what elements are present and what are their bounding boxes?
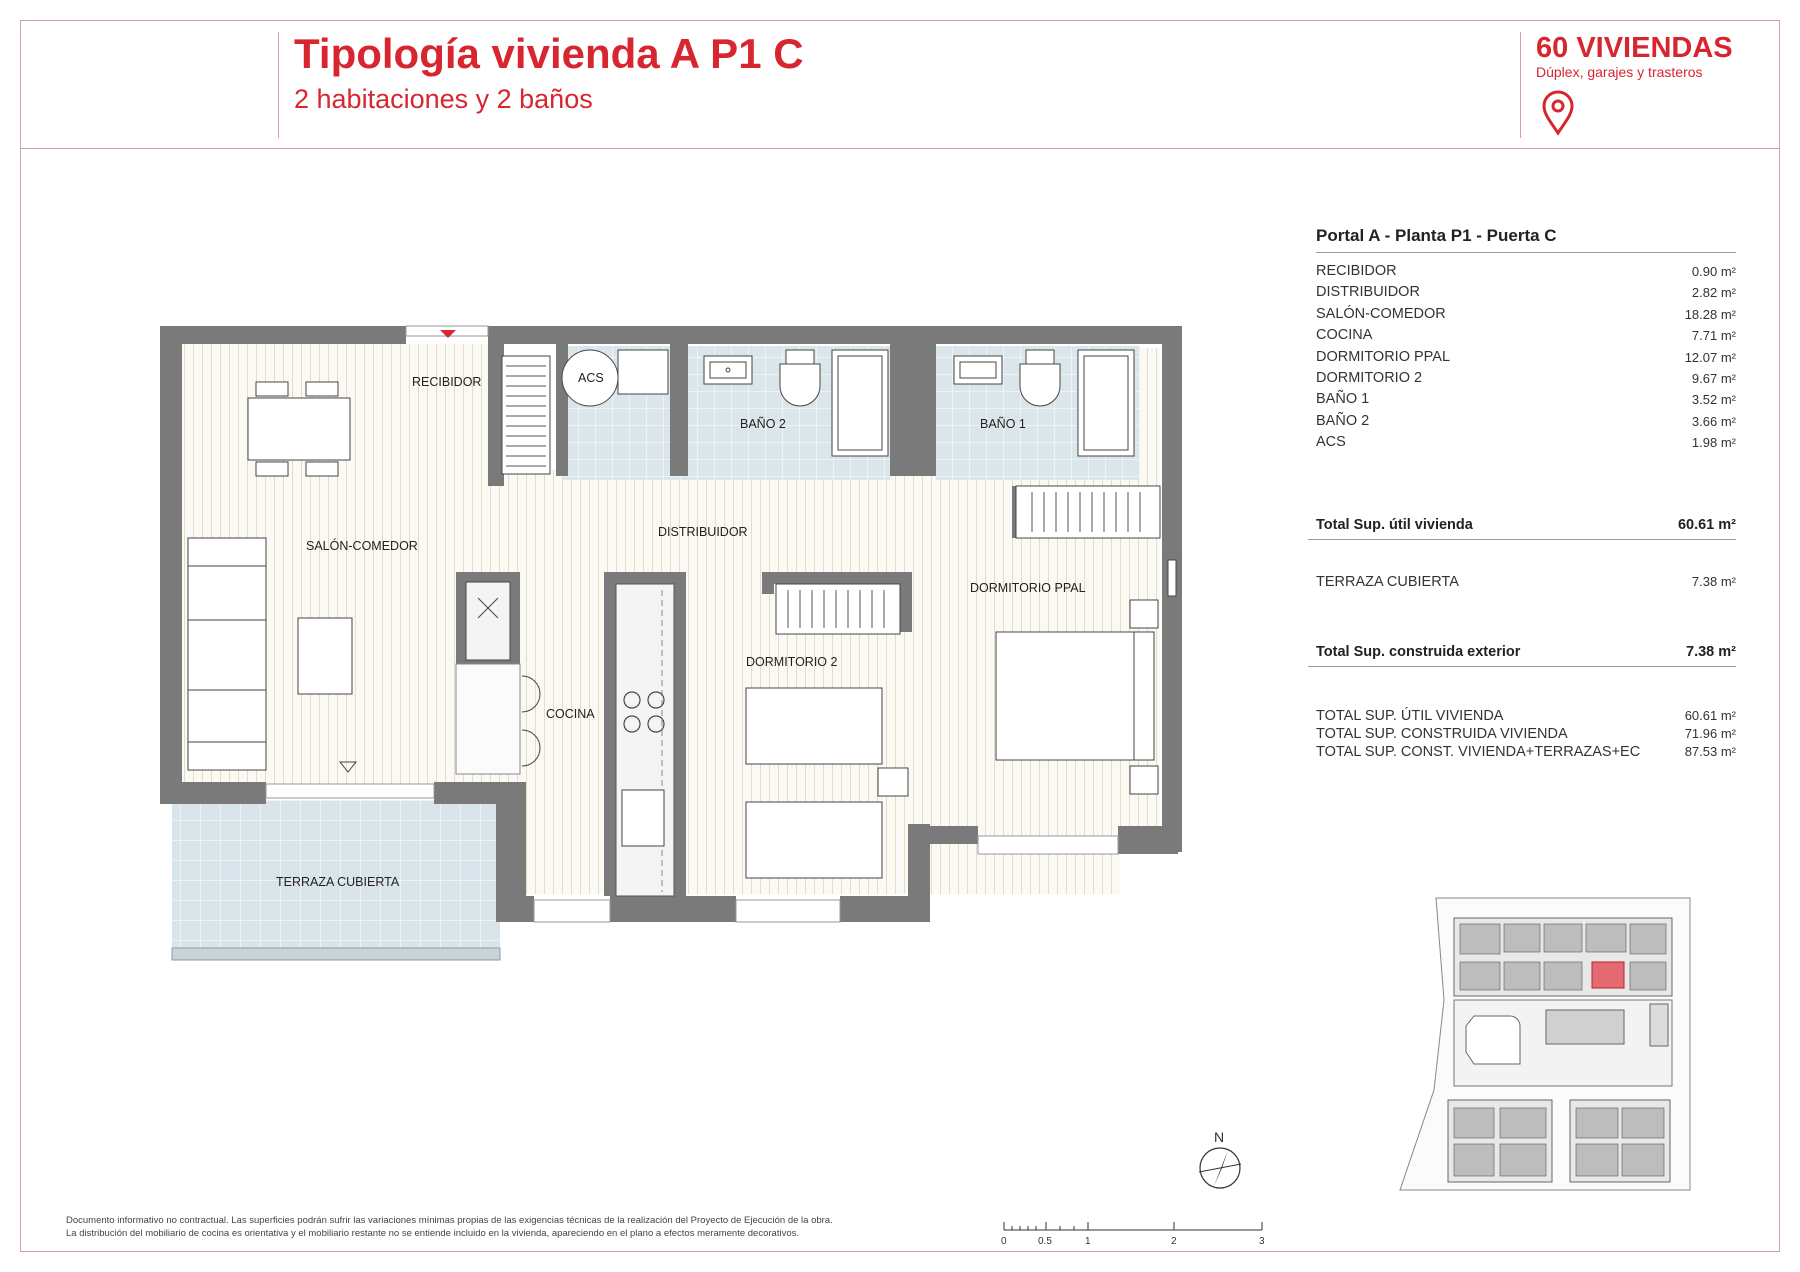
totals-row [1316,725,1736,743]
brand-title: 60 VIVIENDAS [1536,32,1733,64]
compass-north-label: N [1214,1129,1225,1145]
room-name: RECIBIDOR [1316,263,1397,279]
room-row [1316,282,1736,303]
compass [1199,1129,1241,1188]
room-row [1316,347,1736,368]
room-name: BAÑO 2 [1316,412,1370,429]
totals-block [1316,707,1736,761]
page-title: Tipología vivienda A P1 C [294,30,804,77]
site-plan-highlight [1592,962,1624,988]
total-util-label: Total Sup. útil vivienda [1316,516,1473,533]
scale-tick-0-5: 0.5 [1038,1236,1052,1247]
disclaimer-line-1: Documento informativo no contractual. Las superficies podrán sufrir las variaciones mínimas propias de las exigencias técnicas de la realización del Proyecto de Ejecución de la obra. [66,1215,833,1226]
totals-row [1316,707,1736,725]
scale-tick-1: 1 [1085,1236,1091,1247]
room-area: 2.82 m² [1691,285,1736,301]
label-recibidor: RECIBIDOR [412,375,482,389]
total-util-value: 60.61 m² [1677,516,1736,533]
room-name: DORMITORIO 2 [1316,369,1423,386]
room-row [1316,411,1736,432]
room-row [1316,304,1736,325]
room-row [1316,389,1736,410]
room-name: BAÑO 1 [1316,391,1370,408]
label-bano-1: BAÑO 1 [980,417,1026,431]
total-ext-value: 7.38 m² [1686,643,1736,660]
room-area: 7.71 m² [1691,328,1736,344]
room-name: DISTRIBUIDOR [1316,284,1420,301]
scale-tick-2: 2 [1171,1236,1177,1247]
room-name: COCINA [1316,327,1373,344]
total-ext-label: Total Sup. construida exterior [1316,643,1521,660]
total-util-row [1308,517,1736,540]
page-subtitle: 2 habitaciones y 2 baños [294,84,593,114]
scale-bar [1001,1222,1265,1247]
label-acs: ACS [578,371,604,385]
label-dormitorio-ppal: DORMITORIO PPAL [970,581,1086,595]
totals-label: TOTAL SUP. CONSTRUIDA VIVIENDA [1316,725,1568,742]
room-name: ACS [1316,434,1346,451]
room-area: 1.98 m² [1691,435,1736,451]
brand-subtitle: Dúplex, garajes y trasteros [1536,64,1703,80]
room-area: 12.07 m² [1684,349,1736,365]
surfaces-table-heading: Portal A - Planta P1 - Puerta C [1316,226,1736,253]
room-row [1316,325,1736,346]
surfaces-table [1316,226,1736,761]
room-area: 0.90 m² [1691,264,1736,279]
total-ext-row [1308,644,1736,667]
label-bano-2: BAÑO 2 [740,417,786,431]
terrace-value: 7.38 m² [1691,573,1736,589]
room-name: SALÓN-COMEDOR [1316,305,1446,322]
totals-label: TOTAL SUP. CONST. VIVIENDA+TERRAZAS+EC [1316,743,1641,760]
label-cocina: COCINA [546,707,595,721]
room-name: DORMITORIO PPAL [1316,348,1451,365]
disclaimer-line-2: La distribución del mobiliario de cocina es orientativa y el mobiliario restante no se entiende incluido en la vivienda, apareciendo en el plano a efectos meramente decorativos. [66,1228,799,1239]
room-row [1316,261,1736,282]
totals-value: 87.53 m² [1684,743,1736,759]
room-area: 9.67 m² [1691,370,1736,386]
label-terraza-cubierta: TERRAZA CUBIERTA [276,875,400,889]
totals-value: 60.61 m² [1684,707,1736,723]
label-salon-comedor: SALÓN-COMEDOR [306,539,418,553]
room-row [1316,368,1736,389]
room-area: 3.66 m² [1691,413,1736,429]
room-row [1316,432,1736,453]
site-plan-thumbnail [1400,898,1690,1190]
terrace-railing [172,948,500,960]
totals-label: TOTAL SUP. ÚTIL VIVIENDA [1316,707,1504,724]
disclaimer [66,1214,833,1240]
totals-row [1316,743,1736,761]
totals-value: 71.96 m² [1684,725,1736,741]
terrace-row [1316,574,1736,590]
scale-tick-3: 3 [1259,1236,1265,1247]
room-area: 18.28 m² [1684,306,1736,322]
sink-icon [622,790,664,846]
room-area: 3.52 m² [1691,392,1736,408]
label-dormitorio-2: DORMITORIO 2 [746,655,838,669]
terrace-label: TERRAZA CUBIERTA [1316,573,1459,590]
label-distribuidor: DISTRIBUIDOR [658,525,748,539]
room-list [1316,261,1736,454]
scale-tick-0: 0 [1001,1236,1007,1247]
